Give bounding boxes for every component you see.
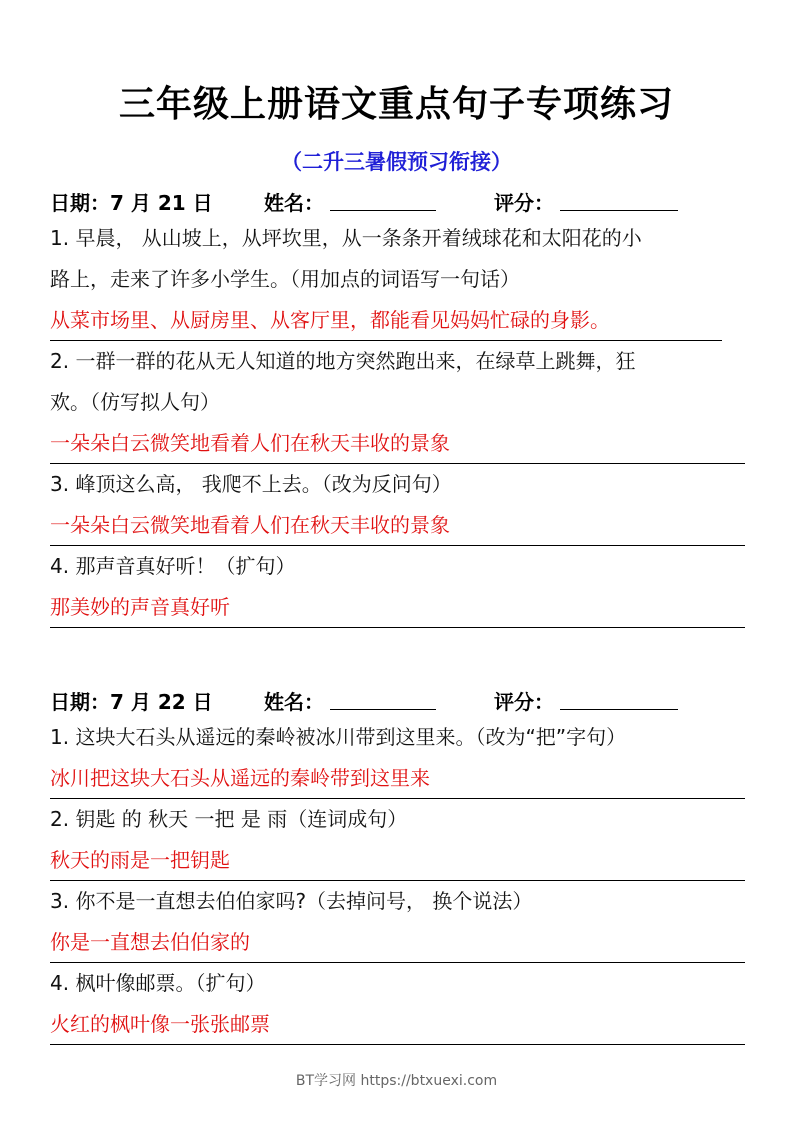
answer-3: 你是一直想去伯伯家的 <box>50 922 745 963</box>
date-label: 日期：7 月 21 日 <box>50 190 213 215</box>
date-label: 日期：7 月 22 日 <box>50 689 213 714</box>
answer-4: 火红的枫叶像一张张邮票 <box>50 1004 745 1045</box>
answer-1: 冰川把这块大石头从遥远的秦岭带到这里来 <box>50 758 745 799</box>
name-blank <box>330 192 436 211</box>
name-label: 姓名： <box>264 190 324 215</box>
question-1-line-1: 1. 这块大石头从遥远的秦岭被冰川带到这里来。（改为“把”字句） <box>50 725 627 749</box>
score-label: 评分： <box>494 190 554 215</box>
question-2-line-1: 2. 钥匙 的 秋天 一把 是 雨（连词成句） <box>50 807 408 831</box>
answer-3: 一朵朵白云微笑地看着人们在秋天丰收的景象 <box>50 505 745 546</box>
question-2-line-2: 欢。（仿写拟人句） <box>50 390 220 414</box>
page-title: 三年级上册语文重点句子专项练习 <box>118 84 674 125</box>
score-field <box>494 686 678 715</box>
score-blank <box>560 691 678 710</box>
answer-2: 秋天的雨是一把钥匙 <box>50 840 745 881</box>
question-4-line-1: 4. 枫叶像邮票。（扩句） <box>50 971 266 995</box>
question-1-line-2: 路上，走来了许多小学生。（用加点的词语写一句话） <box>50 267 520 291</box>
info-row <box>50 184 745 218</box>
answer-1: 从菜市场里、从厨房里、从客厅里，都能看见妈妈忙碌的身影。 <box>50 300 722 341</box>
exercise-section-1 <box>50 184 745 628</box>
info-row <box>50 683 745 717</box>
answer-4: 那美妙的声音真好听 <box>50 587 745 628</box>
score-label: 评分： <box>494 689 554 714</box>
question-4-line-1: 4. 那声音真好听！（扩句） <box>50 554 296 578</box>
footer-watermark: BT学习网 https://btxuexi.com <box>295 1073 498 1089</box>
name-field <box>264 187 494 216</box>
question-3-line-1: 3. 你不是一直想去伯伯家吗?（去掉问号， 换个说法） <box>50 889 533 913</box>
question-2-line-1: 2. 一群一群的花从无人知道的地方突然跑出来，在绿草上跳舞，狂 <box>50 349 636 373</box>
exercise-section-2 <box>50 683 745 1045</box>
name-label: 姓名： <box>264 689 324 714</box>
question-3-line-1: 3. 峰顶这么高， 我爬不上去。（改为反问句） <box>50 472 452 496</box>
score-blank <box>560 192 678 211</box>
answer-2: 一朵朵白云微笑地看着人们在秋天丰收的景象 <box>50 423 745 464</box>
name-blank <box>330 691 436 710</box>
score-field <box>494 187 678 216</box>
question-1-line-1: 1. 早晨， 从山坡上，从坪坎里，从一条条开着绒球花和太阳花的小 <box>50 226 642 250</box>
name-field <box>264 686 494 715</box>
page-subtitle: （二升三暑假预习衔接） <box>281 150 512 174</box>
